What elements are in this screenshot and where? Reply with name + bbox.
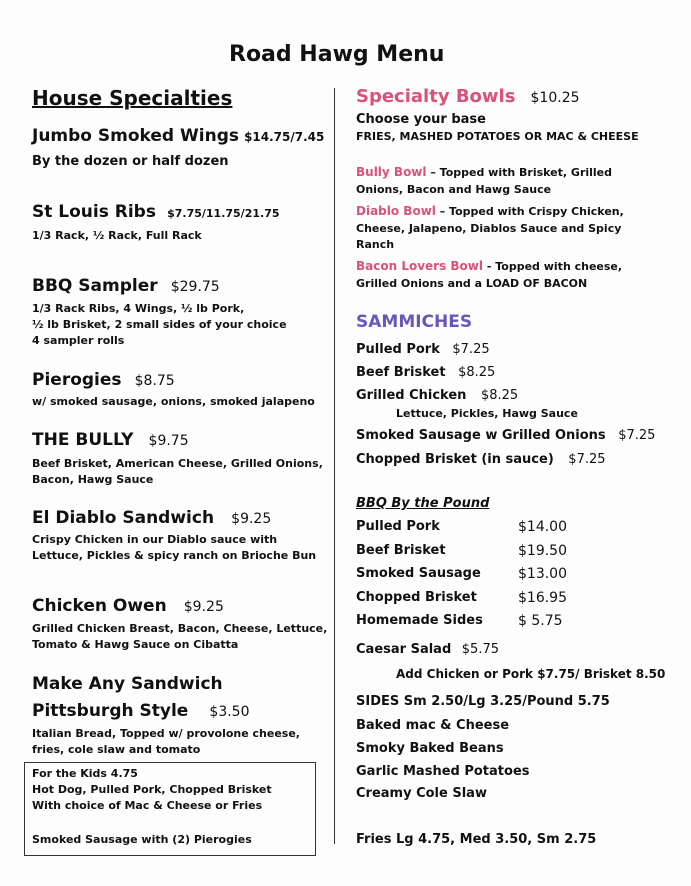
diablo-desc-1: Crispy Chicken in our Diablo sauce with [32,533,278,546]
wings-name: Jumbo Smoked Wings [32,126,239,146]
diablo-bowl-desc-1: – Topped with Crispy Chicken, [435,205,624,218]
diablo-bowl-desc-3: Ranch [356,238,395,251]
sammich-name: Smoked Sausage w Grilled Onions [356,428,606,443]
caesar-price: $5.75 [461,642,499,657]
diablo-price: $9.25 [231,511,272,527]
sammiches-heading: SAMMICHES [356,312,473,332]
sammich-row [356,388,518,403]
diablo-desc-2: Lettuce, Pickles & spicy ranch on Brioche Bun [32,549,317,562]
sammich-row [356,452,606,467]
caesar-name: Caesar Salad [356,642,452,657]
pierogies-name: Pierogies [32,370,122,390]
pittsburgh-name-2: Pittsburgh Style [32,701,189,721]
pittsburgh-desc-1: Italian Bread, Topped w/ provolone cheese, [32,727,300,740]
diablo-item [32,508,271,528]
bully-bowl-name: Bully Bowl [356,165,427,179]
bacon-bowl-name: Bacon Lovers Bowl [356,259,484,273]
diablo-name: El Diablo Sandwich [32,508,215,528]
bully-name: THE BULLY [32,430,134,450]
pound-price: $16.95 [518,590,567,606]
side-item: Garlic Mashed Potatoes [356,764,530,779]
pierogies-desc: w/ smoked sausage, onions, smoked jalapeno [32,395,315,408]
kids-line-2: Hot Dog, Pulled Pork, Chopped Brisket [32,783,272,796]
bowls-price: $10.25 [530,90,580,106]
pittsburgh-price: $3.50 [209,704,250,720]
pound-price: $ 5.75 [518,613,563,629]
bowls-base-label: Choose your base [356,112,486,127]
sammich-name: Pulled Pork [356,342,440,357]
bacon-bowl-desc-2: Grilled Onions and a LOAD OF BACON [356,277,588,290]
owen-price: $9.25 [183,599,224,615]
diablo-bowl-name: Diablo Bowl [356,204,436,218]
bowls-base-options: FRIES, MASHED POTATOES OR MAC & CHEESE [356,130,639,143]
ribs-name: St Louis Ribs [32,202,156,222]
bully-bowl-desc-1: – Topped with Brisket, Grilled [426,166,613,179]
sammich-name: Chopped Brisket (in sauce) [356,452,554,467]
pittsburgh-item [32,701,250,721]
sampler-price: $29.75 [170,279,220,295]
pierogies-item [32,370,175,390]
page-title: Road Hawg Menu [229,42,445,67]
bully-desc-1: Beef Brisket, American Cheese, Grilled Onions, [32,457,323,470]
bully-bowl-desc-2: Onions, Bacon and Hawg Sauce [356,183,552,196]
pound-name: Beef Brisket [356,543,446,558]
bowls-heading: Specialty Bowls [356,86,516,107]
sampler-item [32,276,220,296]
pound-name: Pulled Pork [356,519,440,534]
pound-name: Homemade Sides [356,613,483,628]
sampler-desc-1: 1/3 Rack Ribs, 4 Wings, ½ lb Pork, [32,302,245,315]
diablo-bowl-desc-2: Cheese, Jalapeno, Diablos Sauce and Spicy [356,222,622,235]
ribs-price: $7.75/11.75/21.75 [167,207,280,220]
owen-name: Chicken Owen [32,596,167,616]
bacon-bowl-desc-1: - Topped with cheese, [483,260,623,273]
ribs-item [32,202,280,222]
kids-line-1: For the Kids 4.75 [32,767,138,780]
side-item: Baked mac & Cheese [356,718,510,733]
sammich-row [356,342,490,357]
pound-name: Smoked Sausage [356,566,481,581]
side-item: Creamy Cole Slaw [356,786,487,801]
diablo-bowl-line-1 [356,203,624,220]
sampler-desc-2: ½ lb Brisket, 2 small sides of your choice [32,318,287,331]
grilled-chicken-note: Lettuce, Pickles, Hawg Sauce [396,407,578,420]
wings-desc: By the dozen or half dozen [32,154,229,169]
ribs-desc: 1/3 Rack, ½ Rack, Full Rack [32,229,202,242]
sammich-price: $8.25 [480,388,519,403]
sammich-row [356,365,495,380]
pound-price: $13.00 [518,566,567,582]
pittsburgh-desc-2: fries, cole slaw and tomato [32,743,201,756]
wings-price: $14.75/7.45 [244,130,325,144]
fries-line: Fries Lg 4.75, Med 3.50, Sm 2.75 [356,832,597,847]
pound-price: $19.50 [518,543,567,559]
pound-price: $14.00 [518,519,567,535]
bully-desc-2: Bacon, Hawg Sauce [32,473,154,486]
sammich-price: $7.25 [618,428,656,443]
bacon-bowl-line-1 [356,258,622,275]
kids-line-4: Smoked Sausage with (2) Pierogies [32,833,252,846]
caesar-row [356,642,499,657]
sammich-name: Beef Brisket [356,365,446,380]
side-item: Smoky Baked Beans [356,741,504,756]
owen-desc-1: Grilled Chicken Breast, Bacon, Cheese, Lettuce, [32,622,328,635]
pierogies-price: $8.75 [134,373,175,389]
owen-item [32,596,224,616]
kids-line-3: With choice of Mac & Cheese or Fries [32,799,263,812]
sampler-desc-3: 4 sampler rolls [32,334,125,347]
sammich-price: $7.25 [452,342,490,357]
house-specialties-heading: House Specialties [32,86,233,110]
pound-heading: BBQ By the Pound [356,496,490,511]
sampler-name: BBQ Sampler [32,276,158,296]
bully-item [32,430,189,450]
sammich-row [356,428,655,443]
sammich-price: $7.25 [568,452,606,467]
sammich-name: Grilled Chicken [356,388,467,403]
bully-bowl-line-1 [356,164,612,181]
owen-desc-2: Tomato & Hawg Sauce on Cibatta [32,638,239,651]
pound-name: Chopped Brisket [356,590,477,605]
bowls-heading-row [356,86,580,107]
column-divider [334,88,335,844]
sammich-price: $8.25 [458,365,496,380]
pittsburgh-name-1: Make Any Sandwich [32,674,223,694]
wings-item [32,126,324,146]
sides-heading: SIDES Sm 2.50/Lg 3.25/Pound 5.75 [356,694,610,709]
bully-price: $9.75 [148,433,189,449]
caesar-add: Add Chicken or Pork $7.75/ Brisket 8.50 [396,667,666,681]
